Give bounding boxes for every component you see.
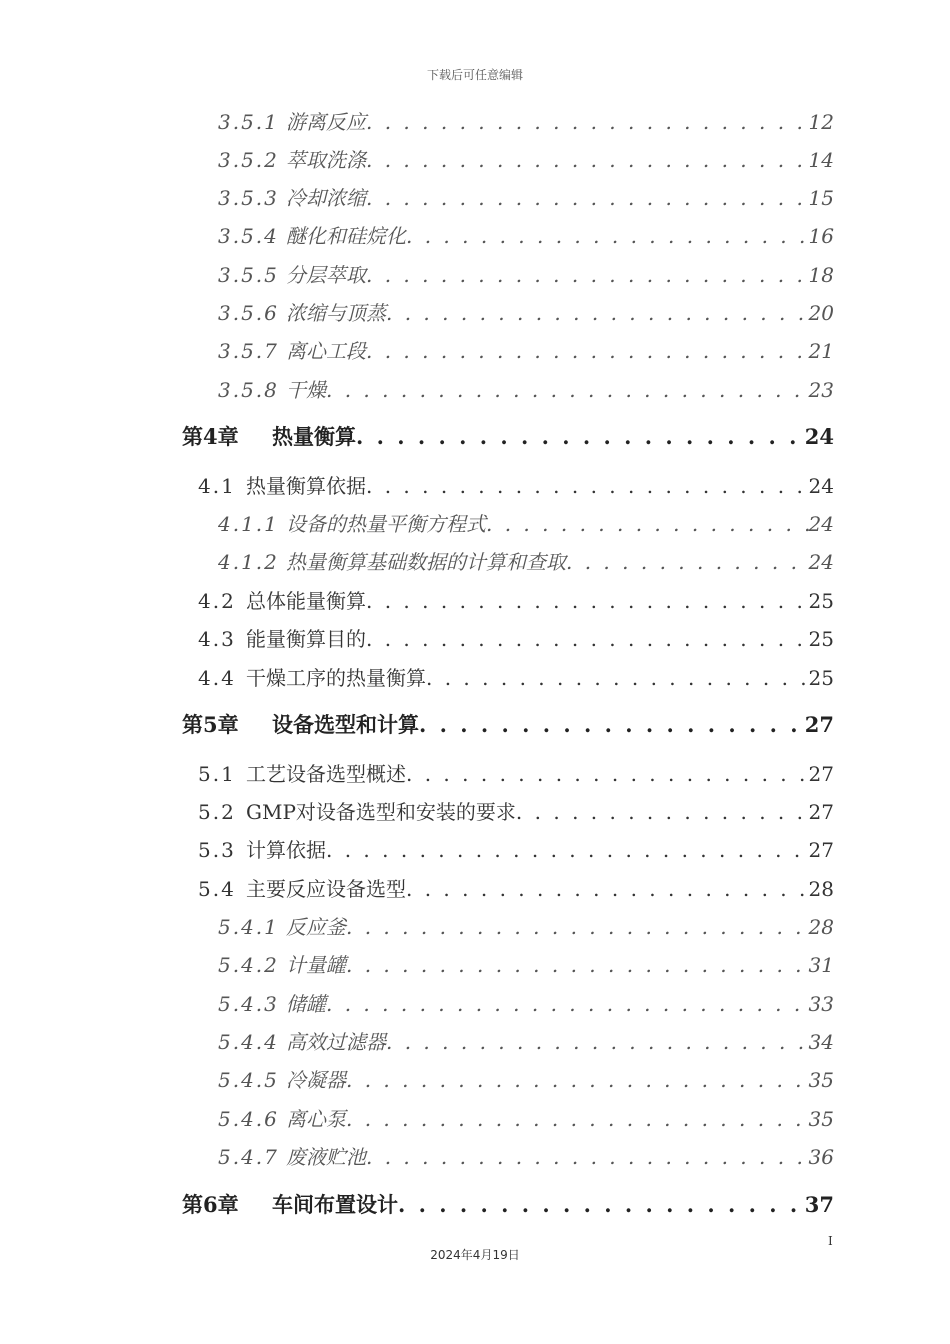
toc-entry-number: 5.4.7 bbox=[218, 1145, 279, 1169]
toc-entry-title: 主要反应设备选型 bbox=[246, 877, 406, 901]
toc-entry-page: 14 bbox=[808, 148, 834, 172]
toc-entry[interactable] bbox=[198, 470, 834, 499]
toc-entry-title: 计算依据 bbox=[246, 838, 326, 862]
toc-entry-page: 15 bbox=[808, 186, 834, 210]
toc-entry[interactable] bbox=[218, 949, 834, 978]
toc-entry[interactable] bbox=[218, 911, 834, 940]
toc-entry[interactable] bbox=[198, 623, 834, 652]
toc-entry-page: 33 bbox=[808, 992, 834, 1016]
toc-entry-page: 24 bbox=[808, 512, 834, 536]
toc-leader-dots bbox=[419, 712, 805, 737]
toc-leader-dots bbox=[366, 589, 809, 613]
toc-entry-number: 5.4.2 bbox=[218, 953, 279, 977]
toc-entry-title: 能量衡算目的 bbox=[246, 627, 366, 651]
toc-entry-page: 25 bbox=[808, 589, 834, 613]
toc-entry-page: 35 bbox=[808, 1068, 834, 1092]
toc-entry[interactable] bbox=[218, 335, 834, 364]
toc-leader-dots bbox=[486, 512, 809, 536]
toc-entry[interactable] bbox=[218, 144, 834, 173]
toc-leader-dots bbox=[366, 186, 809, 210]
toc-entry-page: 24 bbox=[808, 550, 834, 574]
toc-entry-page: 20 bbox=[808, 301, 834, 325]
toc-entry[interactable] bbox=[198, 873, 834, 902]
toc-entry-number: 4.2 bbox=[198, 589, 236, 613]
toc-leader-dots bbox=[346, 1107, 809, 1131]
toc-entry-number: 5.2 bbox=[198, 800, 236, 824]
toc-entry-title: 储罐 bbox=[286, 992, 326, 1016]
toc-entry-number: 第4章 bbox=[182, 424, 239, 449]
toc-entry-page: 24 bbox=[804, 424, 834, 449]
toc-entry-number: 5.4 bbox=[198, 877, 236, 901]
toc-entry-page: 35 bbox=[808, 1107, 834, 1131]
toc-leader-dots bbox=[366, 627, 809, 651]
toc-leader-dots bbox=[386, 301, 809, 325]
toc-entry-title: 冷却浓缩 bbox=[286, 186, 366, 210]
toc-leader-dots bbox=[426, 666, 809, 690]
toc-entry[interactable] bbox=[218, 374, 834, 403]
toc-entry[interactable] bbox=[218, 1026, 834, 1055]
toc-entry[interactable] bbox=[218, 546, 834, 575]
toc-entry-page: 27 bbox=[808, 800, 834, 824]
toc-leader-dots bbox=[356, 424, 805, 449]
toc-leader-dots bbox=[386, 1030, 809, 1054]
toc-leader-dots bbox=[326, 378, 809, 402]
toc-entry[interactable] bbox=[218, 297, 834, 326]
toc-leader-dots bbox=[516, 800, 809, 824]
toc-entry-title: 高效过滤器 bbox=[286, 1030, 386, 1054]
toc-entry[interactable] bbox=[198, 834, 834, 863]
toc-entry-number: 5.4.3 bbox=[218, 992, 279, 1016]
toc-entry-page: 23 bbox=[808, 378, 834, 402]
toc-entry-title: 游离反应 bbox=[286, 110, 366, 134]
toc-entry[interactable] bbox=[218, 1141, 834, 1170]
toc-entry-title: 离心泵 bbox=[286, 1107, 346, 1131]
toc-entry-number: 4.1.2 bbox=[218, 550, 279, 574]
toc-entry-number: 第5章 bbox=[182, 712, 239, 737]
toc-entry-page: 25 bbox=[808, 666, 834, 690]
toc-leader-dots bbox=[406, 224, 809, 248]
toc-entry-title: 冷凝器 bbox=[286, 1068, 346, 1092]
toc-entry-number: 3.5.4 bbox=[218, 224, 279, 248]
toc-entry-title: 干燥工序的热量衡算 bbox=[246, 666, 426, 690]
toc-entry-title: 设备选型和计算 bbox=[272, 712, 419, 737]
toc-leader-dots bbox=[566, 550, 809, 574]
toc-entry[interactable] bbox=[218, 259, 834, 288]
toc-entry-page: 16 bbox=[808, 224, 834, 248]
toc-entry-number: 5.4.4 bbox=[218, 1030, 279, 1054]
toc-entry-title: 反应釜 bbox=[286, 915, 346, 939]
toc-entry-number: 5.3 bbox=[198, 838, 236, 862]
toc-entry-page: 18 bbox=[808, 263, 834, 287]
toc-entry-number: 5.4.6 bbox=[218, 1107, 279, 1131]
toc-entry-page: 36 bbox=[808, 1145, 834, 1169]
toc-leader-dots bbox=[346, 953, 809, 977]
toc-entry-title: 干燥 bbox=[286, 378, 326, 402]
toc-entry-page: 27 bbox=[804, 712, 834, 737]
toc-entry-page: 25 bbox=[808, 627, 834, 651]
toc-entry[interactable] bbox=[198, 662, 834, 691]
toc-entry-page: 21 bbox=[808, 339, 834, 363]
toc-entry-title: 废液贮池 bbox=[286, 1145, 366, 1169]
toc-entry-title: 醚化和硅烷化 bbox=[286, 224, 406, 248]
toc-entry-number: 4.1.1 bbox=[218, 512, 279, 536]
toc-entry-title: 热量衡算依据 bbox=[246, 474, 366, 498]
toc-entry[interactable] bbox=[218, 1103, 834, 1132]
toc-entry-page: 28 bbox=[808, 877, 834, 901]
page-header: 下载后可任意编辑 bbox=[426, 68, 523, 82]
toc-entry[interactable] bbox=[198, 585, 834, 614]
toc-entry-number: 第6章 bbox=[182, 1192, 239, 1217]
toc-entry-page: 31 bbox=[808, 953, 834, 977]
toc-entry-number: 3.5.2 bbox=[218, 148, 279, 172]
toc-entry[interactable] bbox=[182, 421, 834, 451]
toc-entry-page: 34 bbox=[808, 1030, 834, 1054]
toc-entry[interactable] bbox=[182, 1189, 834, 1219]
page-number: I bbox=[828, 1234, 833, 1248]
toc-entry-number: 5.1 bbox=[198, 762, 236, 786]
toc-entry-title: 热量衡算基础数据的计算和查取 bbox=[286, 550, 566, 574]
toc-leader-dots bbox=[366, 110, 809, 134]
toc-entry-number: 5.4.5 bbox=[218, 1068, 279, 1092]
toc-entry[interactable] bbox=[182, 709, 834, 739]
toc-entry-page: 24 bbox=[808, 474, 834, 498]
toc-entry-page: 27 bbox=[808, 838, 834, 862]
toc-entry-title: GMP对设备选型和安装的要求 bbox=[246, 800, 516, 824]
toc-entry-number: 3.5.6 bbox=[218, 301, 279, 325]
toc-leader-dots bbox=[346, 1068, 809, 1092]
toc-entry-page: 28 bbox=[808, 915, 834, 939]
toc-entry-title: 离心工段 bbox=[286, 339, 366, 363]
toc-entry-title: 萃取洗涤 bbox=[286, 148, 366, 172]
toc-entry-number: 4.1 bbox=[198, 474, 236, 498]
toc-leader-dots bbox=[346, 915, 809, 939]
toc-entry-title: 总体能量衡算 bbox=[246, 589, 366, 613]
toc-entry-number: 4.3 bbox=[198, 627, 236, 651]
toc-entry-title: 计量罐 bbox=[286, 953, 346, 977]
toc-entry-number: 3.5.1 bbox=[218, 110, 279, 134]
toc-entry[interactable] bbox=[218, 220, 834, 249]
toc-leader-dots bbox=[366, 263, 809, 287]
toc-entry-title: 浓缩与顶蒸 bbox=[286, 301, 386, 325]
toc-entry-number: 3.5.8 bbox=[218, 378, 279, 402]
toc-entry-number: 5.4.1 bbox=[218, 915, 279, 939]
toc-entry[interactable] bbox=[218, 106, 834, 135]
toc-entry-number: 3.5.7 bbox=[218, 339, 279, 363]
toc-entry[interactable] bbox=[218, 182, 834, 211]
toc-leader-dots bbox=[326, 838, 809, 862]
toc-leader-dots bbox=[398, 1192, 805, 1217]
toc-entry[interactable] bbox=[198, 796, 834, 825]
toc-leader-dots bbox=[326, 992, 809, 1016]
toc-entry-page: 37 bbox=[804, 1192, 834, 1217]
toc-entry-page: 27 bbox=[808, 762, 834, 786]
toc-entry-title: 热量衡算 bbox=[272, 424, 356, 449]
toc-entry[interactable] bbox=[218, 988, 834, 1017]
toc-leader-dots bbox=[406, 877, 809, 901]
toc-leader-dots bbox=[366, 474, 809, 498]
toc-leader-dots bbox=[366, 148, 809, 172]
toc-entry-number: 3.5.5 bbox=[218, 263, 279, 287]
toc-entry-title: 分层萃取 bbox=[286, 263, 366, 287]
toc-entry-number: 3.5.3 bbox=[218, 186, 279, 210]
footer-date: 2024年4月19日 bbox=[430, 1248, 520, 1262]
toc-entry[interactable] bbox=[218, 508, 834, 537]
toc-leader-dots bbox=[406, 762, 809, 786]
toc-entry-number: 4.4 bbox=[198, 666, 236, 690]
toc-entry[interactable] bbox=[218, 1064, 834, 1093]
toc-entry-page: 12 bbox=[808, 110, 834, 134]
toc-entry[interactable] bbox=[198, 758, 834, 787]
toc-leader-dots bbox=[366, 1145, 809, 1169]
toc-entry-title: 工艺设备选型概述 bbox=[246, 762, 406, 786]
toc-leader-dots bbox=[366, 339, 809, 363]
toc-entry-title: 车间布置设计 bbox=[272, 1192, 398, 1217]
toc-entry-title: 设备的热量平衡方程式 bbox=[286, 512, 486, 536]
